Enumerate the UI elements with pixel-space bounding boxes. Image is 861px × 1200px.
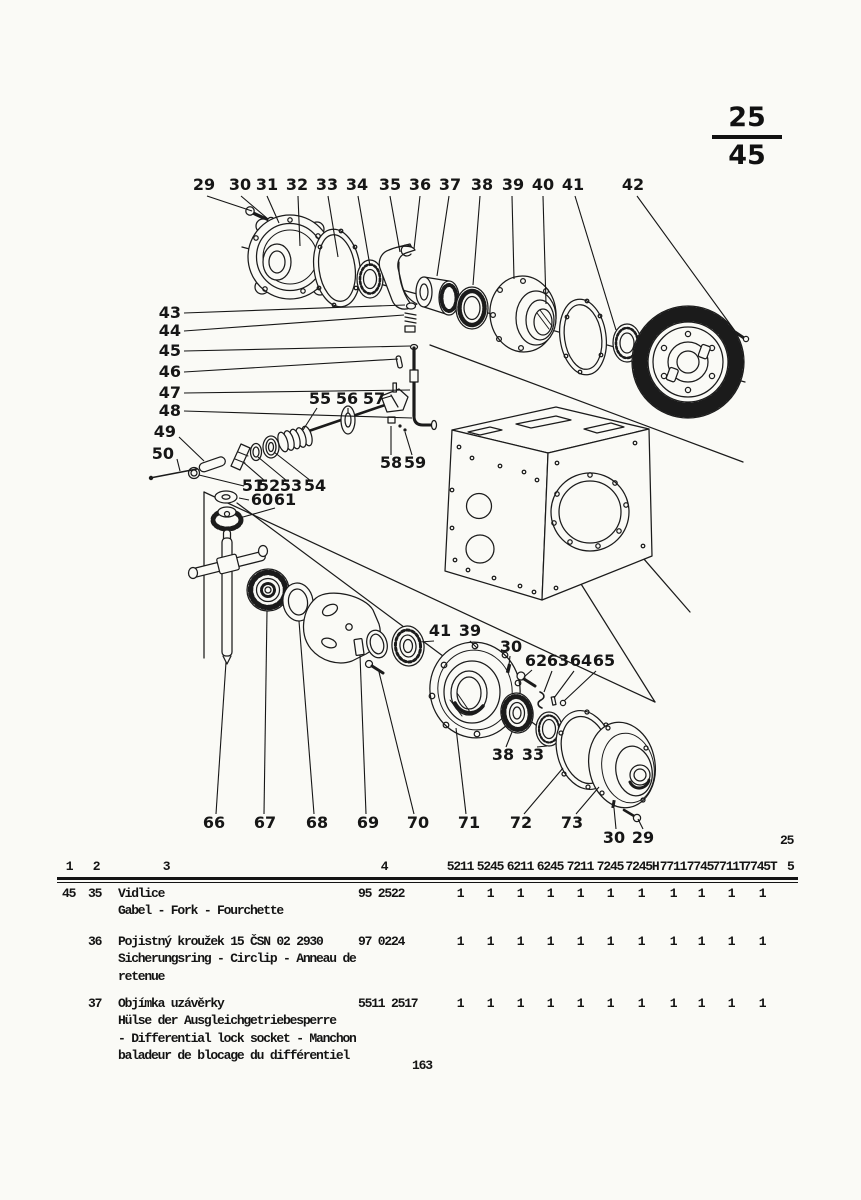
qty-cell: 1 [486, 934, 494, 949]
row-part-number: 95 2522 [358, 886, 405, 901]
row-item: 37 [88, 996, 102, 1011]
leader-70-46 [379, 672, 414, 814]
small-parts-43-44 [405, 303, 416, 332]
callout-73-49: 73 [560, 813, 584, 832]
callout-42-13: 42 [621, 175, 645, 194]
callout-56-23: 56 [335, 389, 359, 408]
qty-cell: 1 [727, 996, 735, 1011]
qty-cell: 1 [516, 886, 524, 901]
table-rule-thick [57, 877, 798, 880]
model-header-7745: 7745 [686, 859, 714, 874]
row-desc-line: Vidlice [118, 886, 165, 901]
leader-39-10 [512, 196, 514, 279]
callout-44-15: 44 [158, 321, 181, 340]
row-item: 35 [88, 886, 102, 901]
corner-group-number: 25 [780, 833, 794, 848]
qty-cell: 1 [606, 886, 614, 901]
model-header-7745T: 7745T [743, 859, 777, 874]
leader-62-36 [524, 670, 532, 677]
callout-40-11: 40 [531, 175, 555, 194]
leader-72-48 [524, 768, 563, 814]
fraction-top: 25 [728, 102, 766, 133]
callout-55-22: 55 [308, 389, 332, 408]
callout-45-16: 45 [158, 341, 181, 360]
qty-cell: 1 [546, 996, 554, 1011]
leader-71-47 [456, 728, 466, 814]
model-header-5245: 5245 [476, 859, 504, 874]
qty-cell: 1 [576, 934, 584, 949]
callout-69-45: 69 [356, 813, 380, 832]
gasket-41 [555, 296, 611, 378]
pin-49 [198, 456, 226, 473]
leader-65-39 [564, 671, 596, 701]
callout-58-25: 58 [379, 453, 403, 472]
callout-51-27: 51 [241, 476, 265, 495]
callout-71-47: 71 [457, 813, 481, 832]
callout-29-0: 29 [192, 175, 216, 194]
row-item: 36 [88, 934, 102, 949]
callout-57-24: 57 [362, 389, 386, 408]
leader-48-19 [184, 411, 412, 418]
leader-29-0 [207, 196, 252, 211]
model-header-6211: 6211 [506, 859, 534, 874]
callout-41-33: 41 [428, 621, 452, 640]
corner-col-number: 5 [787, 859, 794, 874]
callout-52-28: 52 [257, 476, 281, 495]
callout-50-21: 50 [151, 444, 174, 463]
row-part-number: 5511 2517 [358, 996, 418, 1011]
clip-63 [538, 692, 544, 708]
leader-55-22 [303, 408, 317, 430]
callout-33-41: 33 [521, 745, 545, 764]
callout-43-14: 43 [158, 303, 181, 322]
callout-37-8: 37 [438, 175, 462, 194]
leader-43-14 [184, 305, 405, 313]
callout-61-32: 61 [273, 490, 297, 509]
qty-cell: 1 [516, 934, 524, 949]
pin-46 [396, 356, 403, 369]
col-header-1: 1 [65, 859, 73, 874]
leader-69-45 [360, 655, 366, 814]
callout-38-40: 38 [491, 745, 515, 764]
ball-65 [560, 700, 565, 705]
qty-cell: 1 [546, 934, 554, 949]
qty-cell: 1 [727, 886, 735, 901]
qty-cell: 1 [669, 996, 677, 1011]
callout-47-18: 47 [158, 383, 181, 402]
leader-44-15 [184, 315, 404, 331]
table-rule-thin [57, 882, 798, 883]
fraction-bottom: 45 [728, 139, 766, 171]
callout-30-50: 30 [602, 828, 626, 847]
callout-60-31: 60 [250, 490, 274, 509]
callout-31-2: 31 [255, 175, 279, 194]
qty-cell: 1 [486, 996, 494, 1011]
page-number: 163 [412, 1058, 432, 1073]
callout-48-19: 48 [158, 401, 181, 420]
qty-cell: 1 [758, 934, 766, 949]
callout-39-34: 39 [458, 621, 482, 640]
qty-cell: 1 [576, 996, 584, 1011]
flange-housing-40 [486, 273, 560, 355]
leader-34-5 [358, 196, 370, 266]
callout-54-30: 54 [303, 476, 327, 495]
qty-cell: 1 [758, 886, 766, 901]
callout-72-48: 72 [509, 813, 533, 832]
model-header-7211: 7211 [566, 859, 594, 874]
model-header-6245: 6245 [536, 859, 564, 874]
callout-62-36: 62 [524, 651, 548, 670]
qty-cell: 1 [697, 886, 705, 901]
leader-59-26 [405, 432, 412, 455]
callout-64-38: 64 [569, 651, 593, 670]
leader-49-20 [179, 437, 204, 461]
row-desc-line: Hülse der Ausgleichgetriebesperre [118, 1013, 336, 1029]
row-desc-line: Gabel - Fork - Fourchette [118, 903, 284, 919]
callout-66-42: 66 [202, 813, 226, 832]
callout-30-1: 30 [228, 175, 252, 194]
leader-73-49 [576, 787, 599, 814]
qty-cell: 1 [516, 996, 524, 1011]
model-header-7711: 7711 [659, 859, 687, 874]
leader-45-16 [184, 346, 410, 351]
qty-cell: 1 [637, 934, 645, 949]
qty-cell: 1 [637, 996, 645, 1011]
qty-cell: 1 [546, 886, 554, 901]
callout-30-35: 30 [499, 637, 523, 656]
col-header-4: 4 [380, 859, 388, 874]
spring-53 [276, 425, 314, 453]
bearing-71 [390, 624, 426, 667]
callout-39-10: 39 [501, 175, 525, 194]
bevel-pinion-61 [213, 507, 241, 529]
qty-cell: 1 [637, 886, 645, 901]
bolt-70 [366, 661, 384, 674]
row-desc-line: Objímka uzávěrky [118, 996, 224, 1011]
leader-38-9 [473, 196, 480, 285]
callout-36-7: 36 [408, 175, 432, 194]
qty-cell: 1 [486, 886, 494, 901]
leader-60-31 [239, 498, 249, 500]
row-desc-line: retenue [118, 968, 165, 984]
callout-68-44: 68 [305, 813, 329, 832]
differential-housing [304, 593, 391, 663]
qty-cell: 1 [669, 886, 677, 901]
col-header-3: 3 [162, 859, 170, 874]
pin-64 [551, 697, 556, 705]
qty-cell: 1 [669, 934, 677, 949]
model-header-7245: 7245 [596, 859, 624, 874]
model-header-5211: 5211 [446, 859, 474, 874]
callout-32-3: 32 [285, 175, 309, 194]
qty-cell: 1 [456, 996, 464, 1011]
qty-cell: 1 [727, 934, 735, 949]
callout-34-5: 34 [345, 175, 369, 194]
qty-cell: 1 [758, 996, 766, 1011]
detent-rod-45-48 [410, 345, 437, 430]
lock-plate-69 [354, 639, 364, 656]
row-part-number: 97 0224 [358, 934, 405, 949]
callout-65-39: 65 [592, 651, 616, 670]
row-desc-line: baladeur de blocage du différentiel [118, 1048, 350, 1064]
crown-wheel-42 [632, 306, 744, 418]
qty-cell: 1 [456, 886, 464, 901]
qty-cell: 1 [606, 996, 614, 1011]
leader-50-21 [177, 459, 180, 471]
leader-36-7 [414, 196, 420, 249]
leader-37-8 [437, 196, 449, 276]
callout-38-9: 38 [470, 175, 494, 194]
leader-51-27 [199, 475, 244, 486]
synchro-ring-38 [456, 287, 488, 329]
callout-35-6: 35 [378, 175, 402, 194]
callout-46-17: 46 [158, 362, 181, 381]
row-desc-line: - Differential lock socket - Manchon [118, 1030, 356, 1046]
col-header-2: 2 [92, 859, 100, 874]
qty-cell: 1 [456, 934, 464, 949]
leader-35-6 [390, 196, 400, 252]
model-header-7711T: 7711T [712, 859, 746, 874]
qty-cell: 1 [697, 996, 705, 1011]
callout-59-26: 59 [403, 453, 427, 472]
callout-41-12: 41 [561, 175, 585, 194]
callout-53-29: 53 [279, 476, 303, 495]
row-desc-line: Sicherungsring - Circlip - Anneau de [118, 951, 356, 967]
leader-66-42 [216, 662, 226, 814]
callout-63-37: 63 [546, 651, 570, 670]
lock-sleeve-37 [416, 277, 459, 315]
leader-67-43 [264, 611, 267, 814]
qty-cell: 1 [606, 934, 614, 949]
washer-60 [215, 491, 237, 503]
model-header-7245H: 7245H [625, 859, 659, 874]
callout-49-20: 49 [153, 422, 176, 441]
qty-cell: 1 [697, 934, 705, 949]
callout-70-46: 70 [406, 813, 430, 832]
callout-33-4: 33 [315, 175, 339, 194]
row-desc-line: Pojistný kroužek 15 ČSN 02 2930 [118, 934, 323, 949]
leader-63-37 [544, 671, 552, 692]
callout-29-51: 29 [631, 828, 655, 847]
gearbox-housing [445, 407, 652, 600]
callout-67-43: 67 [253, 813, 277, 832]
row-pos: 45 [62, 886, 76, 901]
leader-30-50 [614, 808, 616, 829]
leader-46-17 [184, 359, 398, 372]
qty-cell: 1 [576, 886, 584, 901]
